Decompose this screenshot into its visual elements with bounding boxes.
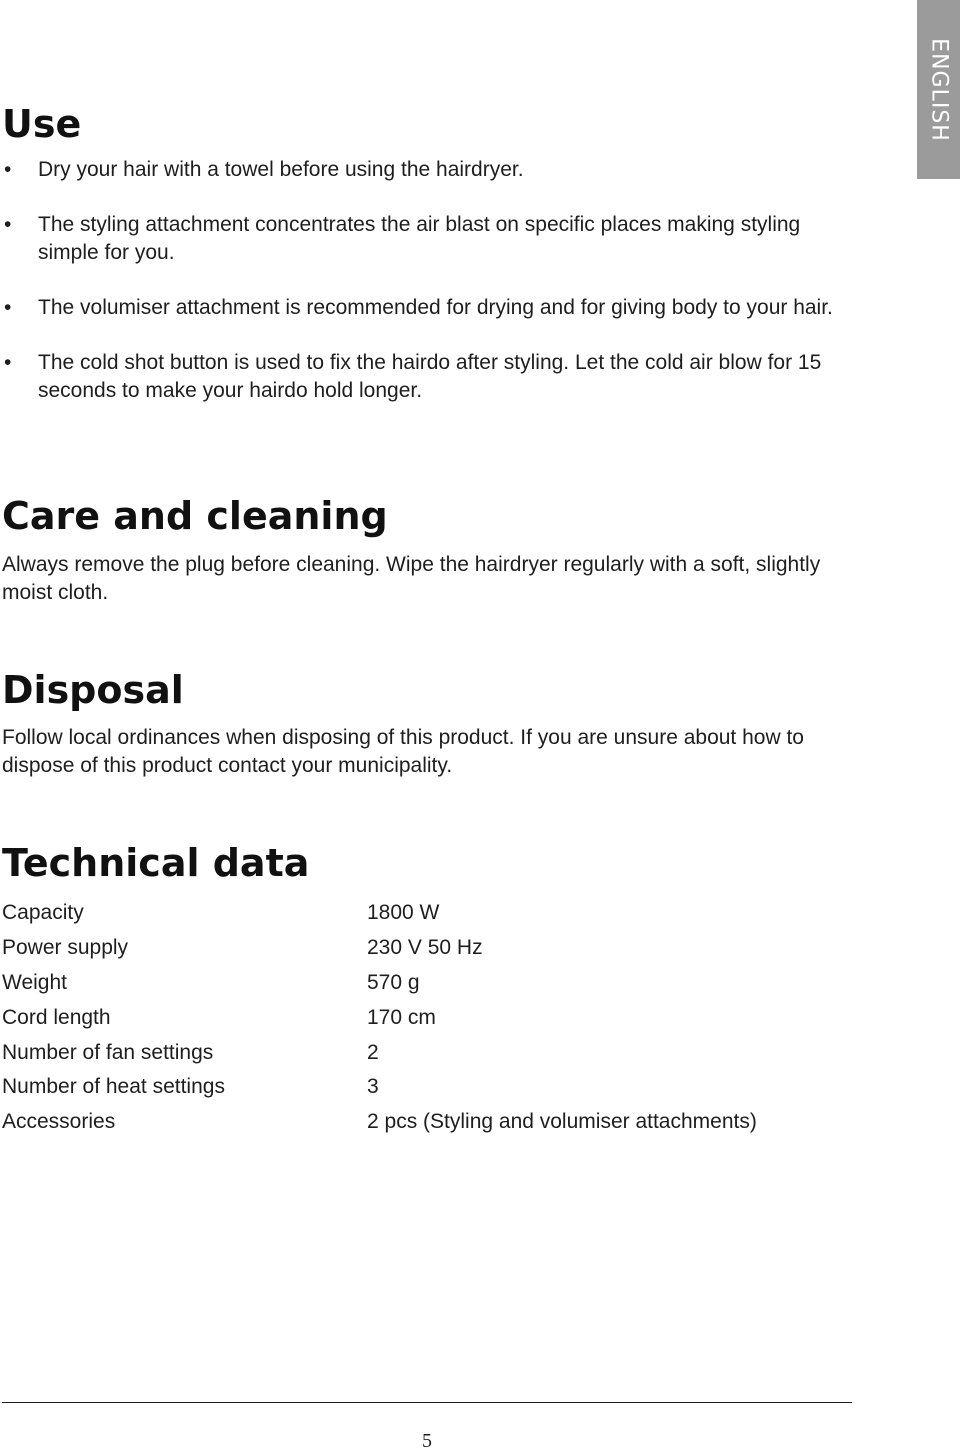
use-bullet-item <box>2 294 862 322</box>
language-tab <box>917 0 960 179</box>
spec-value: 1800 W <box>367 901 440 925</box>
care-paragraph: Always remove the plug before cleaning. Wipe the hairdryer regularly with a soft, slightly moist cloth. <box>2 553 821 604</box>
table-row <box>2 896 757 931</box>
spec-label: Capacity <box>2 901 84 925</box>
use-bullet-text: The cold shot button is used to fix the hairdo after styling. Let the cold air blow for 15 seconds to make your hairdo hold longer. <box>38 351 822 402</box>
table-row <box>2 966 757 1001</box>
spec-label: Accessories <box>2 1110 116 1134</box>
table-row <box>2 1105 757 1140</box>
disposal-heading: Disposal <box>2 668 184 712</box>
spec-label: Number of fan settings <box>2 1040 214 1064</box>
spec-value: 570 g <box>367 970 420 994</box>
use-bullet-item <box>2 349 862 405</box>
bullet-icon: • <box>4 351 12 374</box>
spec-value: 170 cm <box>367 1005 436 1029</box>
table-row <box>2 1035 757 1070</box>
use-bullet-text: The volumiser attachment is recommended for drying and for giving body to your hair. <box>38 296 833 319</box>
technical-data-table <box>2 896 757 1140</box>
spec-label: Cord length <box>2 1005 111 1029</box>
disposal-paragraph: Follow local ordinances when disposing of this product. If you are unsure about how to dispose of this product contact your municipality. <box>2 726 804 777</box>
table-row <box>2 931 757 966</box>
page-number: 5 <box>422 1430 432 1452</box>
spec-value: 2 pcs (Styling and volumiser attachments) <box>367 1110 757 1134</box>
use-bullet-list <box>2 156 862 432</box>
footer-divider <box>2 1402 852 1403</box>
use-bullet-item <box>2 156 862 184</box>
use-bullet-text: The styling attachment concentrates the air blast on specific places making styling simple for you. <box>38 213 801 264</box>
language-tab-label: ENGLISH <box>926 38 951 142</box>
spec-label: Number of heat settings <box>2 1075 225 1099</box>
bullet-icon: • <box>4 296 12 319</box>
bullet-icon: • <box>4 158 12 181</box>
table-row <box>2 1070 757 1105</box>
use-bullet-item <box>2 211 862 267</box>
spec-label: Power supply <box>2 936 129 960</box>
technical-heading: Technical data <box>2 841 310 885</box>
spec-value: 2 <box>367 1040 379 1064</box>
table-row <box>2 1000 757 1035</box>
spec-value: 3 <box>367 1075 379 1099</box>
spec-label: Weight <box>2 970 67 994</box>
use-heading: Use <box>2 102 82 146</box>
care-heading: Care and cleaning <box>2 494 388 538</box>
bullet-icon: • <box>4 213 12 236</box>
spec-value: 230 V 50 Hz <box>367 936 483 960</box>
use-bullet-text: Dry your hair with a towel before using the hairdryer. <box>38 158 524 181</box>
